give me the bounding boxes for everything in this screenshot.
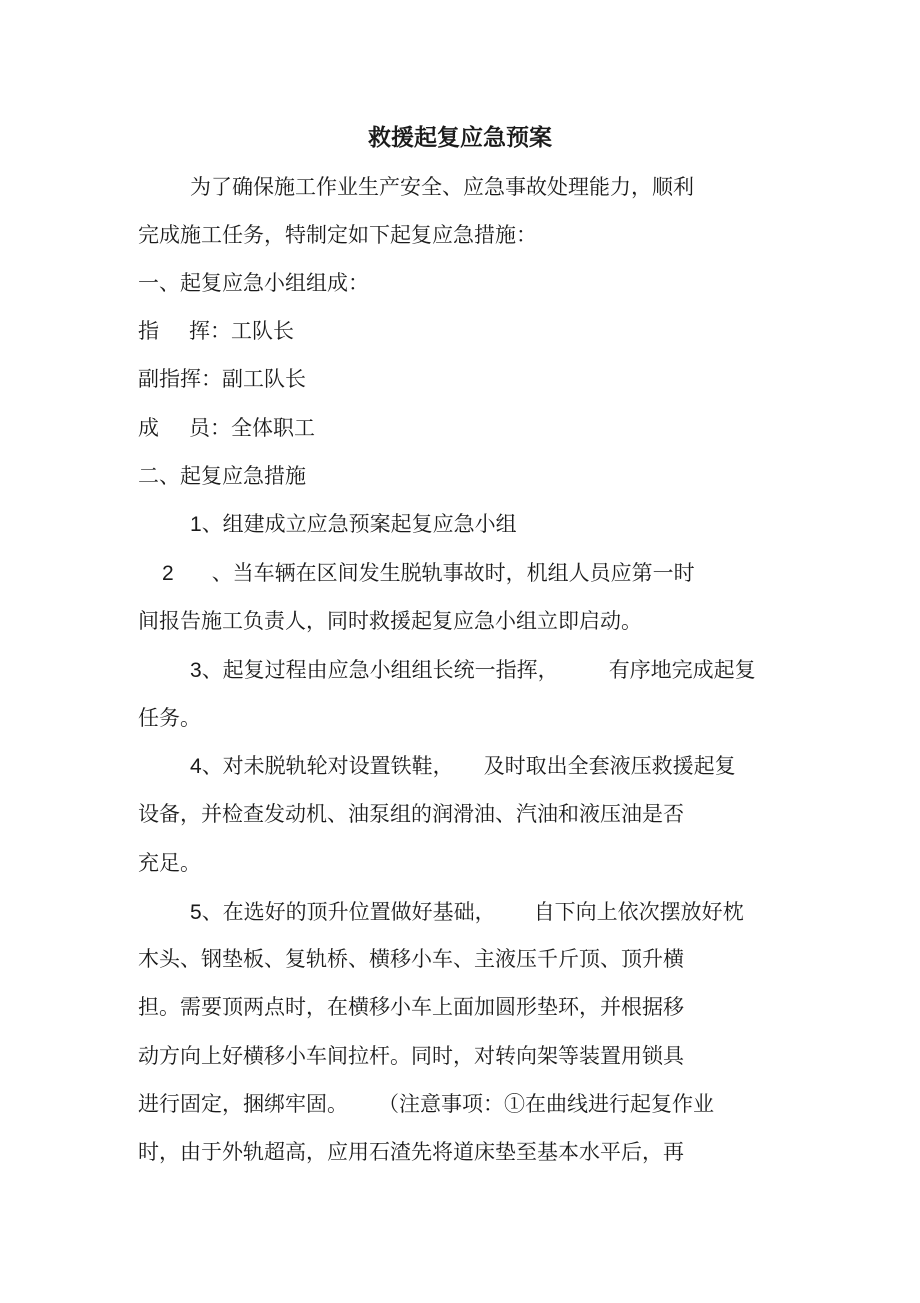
item-1-text: 、组建成立应急预案起复应急小组 [201, 512, 517, 536]
item-5-line-1 [190, 899, 744, 926]
commander-value: 工队长 [231, 319, 294, 343]
member-label-b: 员： [189, 416, 231, 440]
item-4-line-1 [190, 753, 736, 780]
item-5-line-6: 时，由于外轨超高，应用石渣先将道床垫至基本水平后，再 [138, 1140, 684, 1164]
item-1-number: 1 [190, 513, 202, 536]
member-row [138, 415, 315, 441]
commander-row [138, 318, 294, 344]
item-5-number: 5 [190, 901, 202, 924]
item-5-text-5a: 进行固定，捆绑牢固。 [138, 1092, 348, 1116]
item-1 [190, 511, 517, 538]
item-5-text-1a: 、在选好的顶升位置做好基础， [201, 900, 496, 924]
intro-line-2: 完成施工任务，特制定如下起复应急措施： [138, 223, 537, 247]
item-4-line-3: 充足。 [138, 851, 201, 875]
item-2-line-1 [162, 560, 695, 587]
item-2-number: 2 [162, 562, 174, 585]
item-5-line-2: 木头、钢垫板、复轨桥、横移小车、主液压千斤顶、顶升横 [138, 947, 684, 971]
commander-label-b: 挥： [189, 319, 231, 343]
item-3-line-2: 任务。 [138, 706, 201, 730]
item-3-line-1 [190, 657, 756, 684]
member-label-a: 成 [138, 416, 159, 440]
item-3-number: 3 [190, 659, 202, 682]
intro-line-1: 为了确保施工作业生产安全、应急事故处理能力，顺利 [190, 175, 694, 199]
section-1-heading: 一、起复应急小组组成： [138, 271, 369, 295]
item-3-text-1b: 有序地完成起复 [608, 658, 756, 682]
vice-commander-row [138, 366, 306, 392]
item-4-line-2: 设备，并检查发动机、油泵组的润滑油、汽油和液压油是否 [138, 802, 684, 826]
item-4-text-1a: 、对未脱轨轮对设置铁鞋， [201, 754, 454, 778]
commander-label-a: 指 [138, 319, 159, 343]
section-2-heading: 二、起复应急措施 [138, 464, 306, 488]
vice-value: 副工队长 [222, 367, 306, 391]
item-5-line-5 [138, 1091, 714, 1117]
item-5-line-4: 动方向上好横移小车间拉杆。同时，对转向架等装置用锁具 [138, 1044, 684, 1068]
document-title: 救援起复应急预案 [368, 124, 552, 151]
item-3-text-1a: 、起复过程由应急小组组长统一指挥， [201, 658, 559, 682]
item-2-text-1: 、当车辆在区间发生脱轨事故时，机组人员应第一时 [211, 561, 695, 585]
vice-label: 副指挥： [138, 367, 222, 391]
item-2-line-2: 间报告施工负责人，同时救援起复应急小组立即启动。 [138, 609, 642, 633]
item-5-text-5b: （注意事项：①在曲线进行起复作业 [378, 1092, 714, 1116]
item-5-line-3: 担。需要顶两点时，在横移小车上面加圆形垫环，并根据移 [138, 995, 684, 1019]
item-4-number: 4 [190, 755, 202, 778]
member-value: 全体职工 [231, 416, 315, 440]
item-5-text-1b: 自下向上依次摆放好枕 [533, 900, 744, 924]
item-4-text-1b: 及时取出全套液压救援起复 [483, 754, 736, 778]
